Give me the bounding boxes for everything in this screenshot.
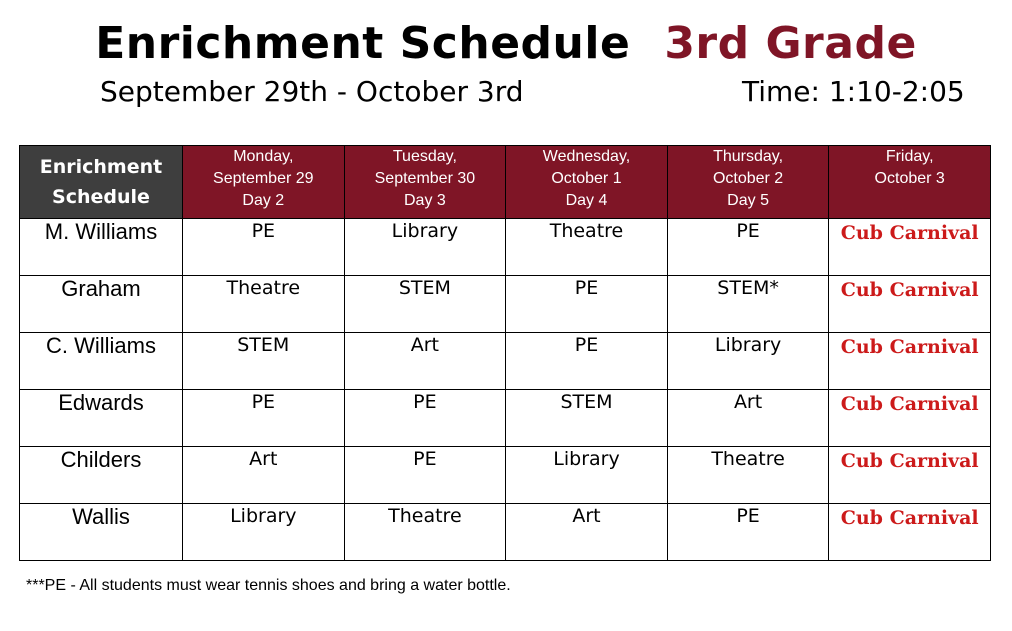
class-cell: Art (667, 390, 829, 447)
friday-event-cell: Cub Carnival (829, 219, 991, 276)
friday-event-cell: Cub Carnival (829, 333, 991, 390)
class-cell: STEM* (667, 276, 829, 333)
class-cell: PE (183, 390, 345, 447)
pe-footnote: ***PE - All students must wear tennis shoes and bring a water bottle. (26, 577, 511, 594)
day-date: October 3 (874, 170, 945, 187)
day-header-wednesday (506, 146, 668, 219)
friday-event-cell: Cub Carnival (829, 504, 991, 561)
time-range: Time: 1:10-2:05 (742, 75, 965, 108)
teacher-cell: M. Williams (20, 219, 183, 276)
class-cell: PE (183, 219, 345, 276)
teacher-cell: Childers (20, 447, 183, 504)
class-cell: PE (667, 219, 829, 276)
day-number: Day 3 (403, 192, 446, 209)
corner-label: Enrichment Schedule (39, 156, 163, 208)
day-name: Thursday, (713, 148, 784, 165)
class-cell: Theatre (667, 447, 829, 504)
day-number: Day 5 (727, 192, 769, 209)
day-header-friday (829, 146, 991, 219)
class-cell: Library (667, 333, 829, 390)
day-header-thursday (667, 146, 829, 219)
table-row (20, 333, 991, 390)
header-row (20, 146, 991, 219)
class-cell: PE (667, 504, 829, 561)
teacher-cell: C. Williams (20, 333, 183, 390)
day-header-tuesday (344, 146, 506, 219)
day-name: Wednesday, (542, 148, 631, 165)
title-text: Enrichment Schedule (95, 18, 631, 69)
day-header-monday (183, 146, 345, 219)
table-row (20, 504, 991, 561)
teacher-cell: Wallis (20, 504, 183, 561)
class-cell: Art (183, 447, 345, 504)
day-name: Monday, (233, 148, 294, 165)
class-cell: PE (506, 333, 668, 390)
class-cell: Library (344, 219, 506, 276)
table-row (20, 447, 991, 504)
day-number: Day 2 (242, 192, 285, 209)
corner-header (20, 146, 183, 219)
date-range: September 29th - October 3rd (100, 75, 524, 108)
day-date: September 29 (213, 170, 314, 187)
page-title (0, 14, 1012, 74)
class-cell: STEM (344, 276, 506, 333)
class-cell: Theatre (344, 504, 506, 561)
table-row (20, 219, 991, 276)
class-cell: STEM (183, 333, 345, 390)
class-cell: Theatre (506, 219, 668, 276)
day-name: Tuesday, (392, 148, 457, 165)
day-date: September 30 (374, 170, 476, 187)
class-cell: Art (344, 333, 506, 390)
class-cell: PE (344, 447, 506, 504)
friday-event-cell: Cub Carnival (829, 390, 991, 447)
grade-label: 3rd Grade (664, 18, 917, 69)
day-name: Friday, (885, 148, 934, 165)
day-date: October 1 (551, 170, 622, 187)
teacher-cell: Edwards (20, 390, 183, 447)
table-row (20, 276, 991, 333)
table-row (20, 390, 991, 447)
class-cell: Art (506, 504, 668, 561)
friday-event-cell: Cub Carnival (829, 276, 991, 333)
day-date: October 2 (712, 170, 784, 187)
class-cell: Library (183, 504, 345, 561)
friday-event-cell: Cub Carnival (829, 447, 991, 504)
schedule-table (19, 145, 991, 561)
class-cell: Library (506, 447, 668, 504)
teacher-cell: Graham (20, 276, 183, 333)
class-cell: Theatre (183, 276, 345, 333)
class-cell: STEM (506, 390, 668, 447)
class-cell: PE (344, 390, 506, 447)
day-number: Day 4 (565, 192, 608, 209)
class-cell: PE (506, 276, 668, 333)
